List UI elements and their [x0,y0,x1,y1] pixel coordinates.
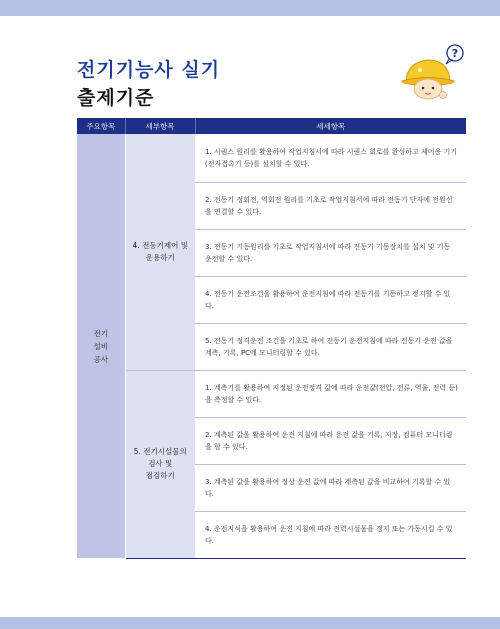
question-bubble-icon [446,45,463,64]
column-header-sub: 세부항목 [125,118,195,134]
sub-item-cell [125,370,195,558]
detail-cell: 3. 전동기 기동원리를 기초로 작업지침서에 따라 전동기 기동장치를 설치 및 기동 운전할 수 있다. [195,229,466,276]
table-header-row [77,118,466,134]
detail-cell: 4. 운전지식을 활용하여 운전 지침에 따라 전력시설물을 정지 또는 가동시킬 수 있다. [195,511,466,558]
detail-cell: 2. 전동기 정회전, 역회전 원리를 기초로 작업지침서에 따라 전동기 단자에 전원선을 연결할 수 있다. [195,182,466,229]
major-item-label: 전기 설비 공사 [93,328,108,364]
page-title-line1: 전기기능사 실기 [77,59,221,81]
column-header-detail: 세세항목 [195,118,466,134]
page-title-line2: 출제기준 [77,87,155,109]
bottom-band [0,617,500,629]
top-band [0,0,500,16]
detail-cell: 3. 계측된 값을 활용하여 정상 운전 값에 따라 계측된 값을 비교하여 기록할 수 있다. [195,464,466,511]
detail-cell: 1. 시퀀스 원리를 활용하여 작업지침서에 따라 시퀀스 회로를 완성하고 제어용 기기(전자접촉기 등)를 설치할 수 있다. [195,134,466,182]
detail-cell: 1. 계측기를 활용하여 지정된 운전정격 값에 따라 운전값(전압, 전류, 역율, 전력 등)을 측정할 수 있다. [195,370,466,417]
sub-item-label: 5. 전기시설물의 검사 및 점검하기 [133,447,187,480]
table-row [77,134,466,182]
sub-item-cell [125,134,195,370]
exam-criteria-table [77,118,466,559]
major-item-cell [77,134,125,558]
detail-cell: 5. 전동기 정격운전 조건을 기초로 하여 전동기 운전지침에 따라 전동기 운전 값을 계측, 기록, PC에 모니터링할 수 있다. [195,323,466,370]
detail-cell: 4. 전동기 운전조건을 활용하여 운전지침에 따라 전동기를 기동하고 정지할 수 있다. [195,276,466,323]
detail-cell: 2. 계측된 값을 활용하여 운전 지침에 따라 운전 값을 기록, 저장, 컴퓨터 모니터링을 할 수 있다. [195,417,466,464]
svg-text:?: ? [451,47,459,60]
column-header-major: 주요항목 [77,118,125,134]
lightbulb-hat-character-icon [398,40,468,102]
sub-item-label: 4. 전동기제어 및 운용하기 [132,240,188,262]
table-row [77,370,466,417]
